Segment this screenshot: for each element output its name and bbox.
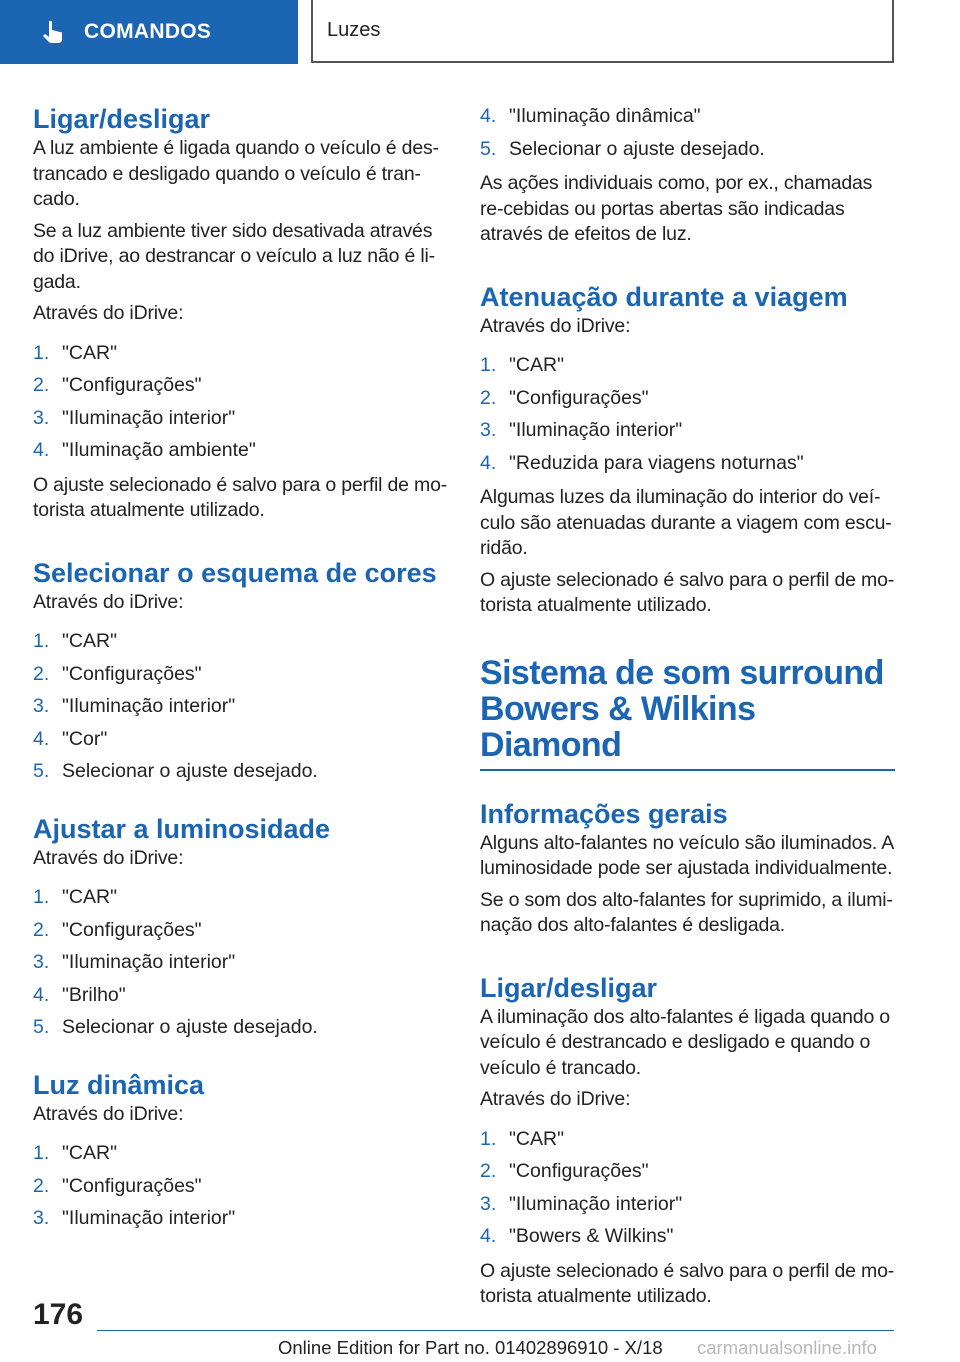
list-item: 3. "Iluminação interior" [480,419,683,441]
list-item: 4. "Iluminação ambiente" [33,439,256,461]
list-item: 1. "CAR" [33,886,118,908]
section-heading: Luz dinâmica [33,1069,205,1100]
paragraph: Através do iDrive: [33,302,184,324]
paragraph: Através do iDrive: [33,846,184,869]
section-heading: Ligar/desligar [480,972,658,1003]
section-title: Luzes [327,19,381,41]
paragraph: Se a luz ambiente tiver sido desativada através do iDrive, ao destrancar o veículo a luz não é li-gada. [33,219,435,293]
section-heading: Selecionar o esquema de cores [33,557,437,588]
paragraph: Através do iDrive: [480,1088,631,1110]
watermark: carmanualsonline.info [697,1337,877,1358]
hand-pointer-icon [40,19,66,45]
paragraph: O ajuste selecionado é salvo para o perfil de mo-torista atualmente utilizado. [480,1259,895,1307]
paragraph: Através do iDrive: [33,590,184,613]
step-list [480,349,895,479]
page-number: 176 [33,1298,84,1331]
list-item: 2. "Configurações" [480,1160,649,1182]
list-item: 1. "CAR" [480,354,565,376]
list-item: 3. "Iluminação interior" [33,695,236,717]
list-item: 3. "Iluminação interior" [33,951,236,973]
list-item: 5. Selecionar o ajuste desejado. [33,1016,318,1038]
chapter-heading: Sistema de som surround Bowers & Wilkins Diamond [480,655,895,771]
left-column [33,98,448,1241]
step-list [480,100,895,165]
paragraph: Se o som dos alto-falantes for suprimido, a ilumi-nação dos alto-falantes é desligada. [480,888,893,936]
chapter-tab [0,0,298,64]
footer-divider [97,1330,894,1331]
list-item: 1. "CAR" [33,341,118,364]
paragraph: A iluminação dos alto-falantes é ligada quando o veículo é destrancado e desligado e quando o veículo é trancado. [480,1005,890,1079]
list-item: 3. "Iluminação interior" [480,1192,683,1215]
list-item: 2. "Configurações" [33,662,202,685]
section-heading: Atenuação durante a viagem [480,281,848,312]
list-item: 1. "CAR" [33,630,118,652]
paragraph: As ações individuais como, por ex., chamadas re-cebidas ou portas abertas são indicadas através de efeitos de luz. [480,172,873,245]
list-item: 4. "Cor" [33,727,108,750]
paragraph: Algumas luzes da iluminação do interior do veí-culo são atenuadas durante a viagem com escu-ridão. [480,486,892,559]
list-item: 5. Selecionar o ajuste desejado. [480,137,765,160]
section-header [311,0,894,63]
list-item: 3. "Iluminação interior" [33,1207,236,1229]
step-list [480,1123,895,1253]
list-item: 2. "Configurações" [33,918,202,941]
step-list [33,881,448,1044]
list-item: 2. "Configurações" [33,374,202,396]
paragraph: Através do iDrive: [33,1102,184,1125]
paragraph: Alguns alto-falantes no veículo são iluminados. A luminosidade pode ser ajustada individualmente. [480,831,893,879]
list-item: 3. "Iluminação interior" [33,406,236,429]
list-item: 4. "Bowers & Wilkins" [480,1225,674,1247]
paragraph: A luz ambiente é ligada quando o veículo é des-trancado e desligado quando o veículo é tran-cado. [33,137,439,210]
step-list [33,1137,448,1235]
list-item: 2. "Configurações" [33,1174,202,1197]
section-heading: Ligar/desligar [33,104,211,134]
list-item: 1. "CAR" [480,1127,565,1150]
list-item: 5. Selecionar o ajuste desejado. [33,760,318,782]
list-item: 2. "Configurações" [480,386,649,409]
list-item: 1. "CAR" [33,1142,118,1164]
section-heading: Ajustar a luminosidade [33,813,331,844]
paragraph: O ajuste selecionado é salvo para o perfil de mo-torista atualmente utilizado. [33,473,448,521]
list-item: 4. "Brilho" [33,983,126,1006]
section-heading: Informações gerais [480,798,728,829]
edition-note: Online Edition for Part no. 01402896910 - X/18 [278,1337,663,1358]
step-list [33,625,448,788]
list-item: 4. "Iluminação dinâmica" [480,105,701,127]
chapter-label: COMANDOS [84,20,212,43]
step-list [33,337,448,467]
paragraph: O ajuste selecionado é salvo para o perfil de mo-torista atualmente utilizado. [480,568,895,616]
list-item: 4. "Reduzida para viagens noturnas" [480,451,804,474]
right-column [480,100,895,1316]
paragraph: Através do iDrive: [480,314,631,337]
